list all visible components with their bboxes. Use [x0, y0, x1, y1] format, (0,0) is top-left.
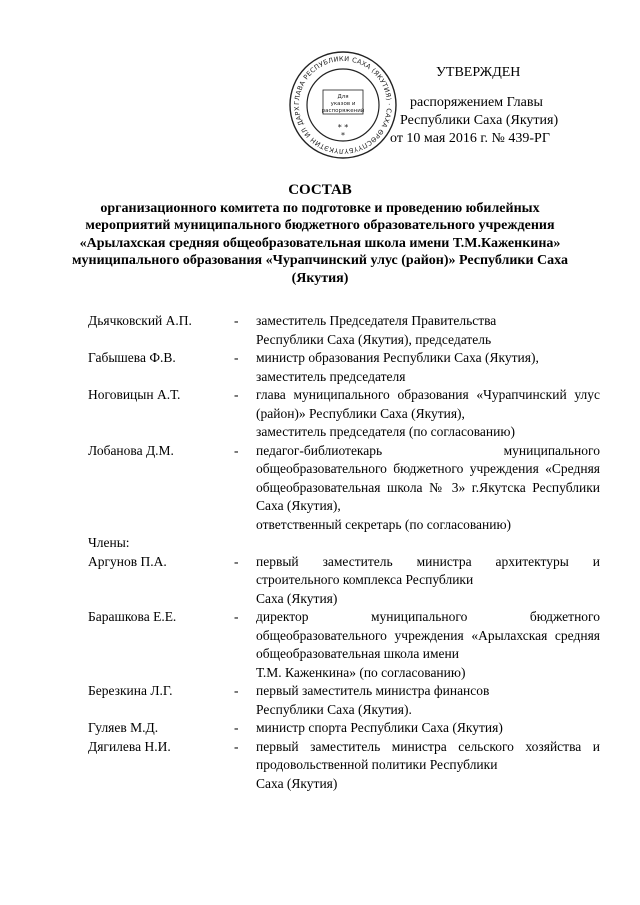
- member-name: Гуляев М.Д.: [88, 720, 159, 735]
- person-role: глава муниципального образования «Чурапчинский улус (район)» Республики Саха (Якутия), заместитель председателя (по согласованию): [256, 387, 600, 439]
- member-name: Березкина Л.Г.: [88, 683, 173, 698]
- approval-line-2: Республики Саха (Якутия): [400, 113, 559, 128]
- list-item: [88, 312, 600, 349]
- svg-text:* *: * *: [337, 123, 349, 132]
- member-role: директор муниципального бюджетного общеобразовательного учреждения «Арылахская средняя общеобразовательная школа имени Т.М. Каженкина» (по согласованию): [256, 609, 600, 680]
- member-role: министр спорта Республики Саха (Якутия): [256, 720, 503, 735]
- svg-text:Для: Для: [337, 94, 349, 100]
- member-name: Дягилева Н.И.: [88, 738, 171, 754]
- approval-line-1: распоряжением Главы: [410, 95, 543, 110]
- person-name: Ноговицын А.Т.: [88, 387, 181, 402]
- list-item: [88, 719, 600, 738]
- member-name: Барашкова Е.Е.: [88, 609, 177, 624]
- dash: -: [234, 683, 239, 698]
- person-role: педагог-библиотекарь муниципального общеобразовательного бюджетного учреждения «Средняя общеобразовательная школа № 3» г.Якутска Республики Саха (Якутия), ответственный секретарь (по согласованию): [256, 442, 600, 532]
- dash: -: [234, 553, 239, 569]
- title-main: СОСТАВ: [288, 182, 352, 198]
- committee-list: [88, 312, 600, 793]
- person-name: Лобанова Д.М.: [88, 442, 174, 458]
- document-title: [70, 182, 570, 287]
- official-seal: [288, 50, 398, 160]
- person-name: Габышева Ф.В.: [88, 350, 176, 365]
- approval-heading: УТВЕРЖДЕН: [436, 65, 521, 80]
- list-item: [88, 386, 600, 442]
- seal-outer-text: ГЛАВА РЕСПУБЛИКИ САХА (ЯКУТИЯ) · САХА ӨРӨСПҮҮБҮЛҮКЭТИН ИЛ ДАРХ: [292, 54, 394, 156]
- member-role: первый заместитель министра архитектуры и строительного комплекса Республики Саха (Якутия): [256, 553, 600, 606]
- svg-text:*: *: [341, 131, 345, 140]
- person-role: министр образования Республики Саха (Якутия), заместитель председателя: [256, 350, 539, 384]
- list-item: [88, 738, 600, 794]
- dash: -: [234, 738, 239, 754]
- person-role: заместитель Председателя Правительства Республики Саха (Якутия), председатель: [256, 313, 497, 347]
- list-item: [88, 442, 600, 535]
- dash: -: [234, 387, 239, 402]
- dash: -: [234, 313, 239, 328]
- member-role: первый заместитель министра финансов Республики Саха (Якутия).: [256, 683, 490, 717]
- list-item: [88, 349, 600, 386]
- seal-icon: [288, 50, 398, 160]
- member-name: Аргунов П.А.: [88, 553, 167, 569]
- dash: -: [234, 720, 239, 735]
- dash: -: [234, 442, 239, 458]
- approval-line-3: от 10 мая 2016 г. № 439-РГ: [390, 131, 550, 146]
- list-item: [88, 682, 600, 719]
- svg-text:указов и: указов и: [330, 101, 356, 107]
- list-item: [88, 608, 600, 682]
- title-subtitle: организационного комитета по подготовке и проведению юбилейных мероприятий муниципального бюджетного образовательного учреждения «Арылахская средняя общеобразовательная школа имени Т.М.Каженкина» муниципального образования «Чурапчинский улус (район)» Республики Саха (Якутия): [72, 200, 568, 286]
- person-name: Дьячковский А.П.: [88, 313, 192, 328]
- member-role: первый заместитель министра сельского хозяйства и продовольственной политики Республики Саха (Якутия): [256, 738, 600, 791]
- dash: -: [234, 350, 239, 365]
- members-label: Члены:: [88, 535, 130, 550]
- svg-text:распоряжений: распоряжений: [321, 108, 365, 114]
- dash: -: [234, 609, 239, 624]
- list-item: [88, 553, 600, 609]
